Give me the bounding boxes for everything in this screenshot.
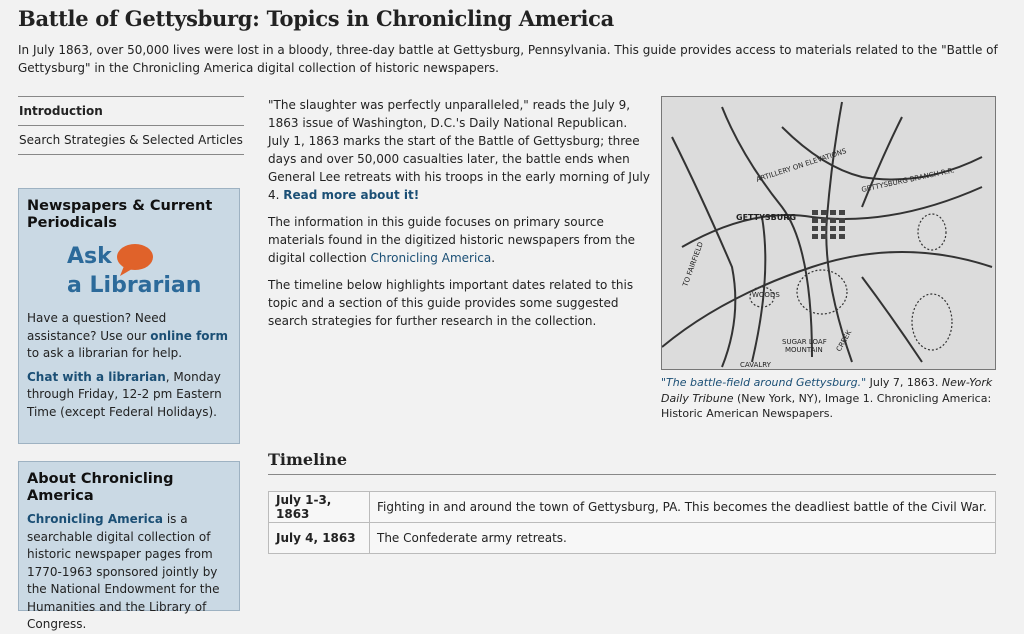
main-paragraph-2 bbox=[268, 213, 650, 267]
ask-text-post: to ask a librarian for help. bbox=[27, 346, 183, 360]
caption-paper: New-York Daily Tribune bbox=[661, 376, 993, 405]
map-label-sugar-loaf: SUGAR LOAF bbox=[782, 338, 827, 346]
map-label-fairfield: TO FAIRFIELD bbox=[681, 240, 705, 288]
figure-caption bbox=[661, 375, 996, 422]
nav-item-introduction[interactable]: Introduction bbox=[18, 97, 244, 126]
ask-librarian-box bbox=[18, 188, 240, 444]
chronicling-america-link[interactable]: Chronicling America bbox=[27, 512, 163, 526]
box-title-newspapers: Newspapers & Current Periodicals bbox=[27, 198, 213, 231]
main-p2-text: The information in this guide focuses on primary source materials found in the digitized historic newspapers from the digital collection bbox=[268, 215, 636, 265]
figure bbox=[661, 96, 996, 422]
box-title-about: About Chronicling America bbox=[27, 471, 174, 504]
map-label-creek: CREEK bbox=[834, 328, 854, 353]
timeline-date: July 1-3, 1863 bbox=[269, 492, 370, 523]
about-text bbox=[27, 511, 231, 634]
map-label-branch: GETTYSBURG BRANCH R.R. bbox=[860, 166, 956, 194]
about-description: is a searchable digital collection of historic newspaper pages from 1770-1963 sponsored jointly by the National Endowment for the Humanities and the Library of Congress. bbox=[27, 512, 220, 631]
read-more-link[interactable]: Read more about it! bbox=[283, 188, 420, 202]
main-p2-end: . bbox=[491, 251, 496, 265]
timeline-table bbox=[268, 491, 996, 554]
nav-item-search-strategies[interactable]: Search Strategies & Selected Articles bbox=[18, 126, 244, 155]
main-p1-text: "The slaughter was perfectly unparalleled," reads the July 9, 1863 issue of Washington, D.C.'s Daily National Republican. July 1, 1863 marks the start of the Battle of Gettysburg; three days and over 50,000 casualties later, the battle ends when General Lee retreats with his troops in the early morning of July 4. bbox=[268, 98, 650, 202]
ask-logo-line1: Ask bbox=[67, 244, 112, 269]
ask-librarian-text bbox=[27, 310, 231, 363]
chat-text bbox=[27, 369, 231, 422]
timeline-date: July 4, 1863 bbox=[269, 523, 370, 554]
table-row bbox=[269, 523, 996, 554]
side-navigation bbox=[18, 96, 244, 155]
main-content bbox=[268, 96, 650, 339]
chronicling-america-main-link[interactable]: Chronicling America bbox=[370, 251, 492, 265]
chat-hours-text: , Monday through Friday, 12-2 pm Eastern Time (except Federal Holidays). bbox=[27, 369, 222, 419]
map-drawing bbox=[662, 97, 995, 369]
ask-a-librarian-logo[interactable] bbox=[57, 244, 239, 304]
map-label-mountain: MOUNTAIN bbox=[785, 346, 823, 354]
caption-rest: (New York, NY), Image 1. Chronicling America: Historic American Newspapers. bbox=[661, 391, 992, 420]
map-label-gettysburg: GETTYSBURG bbox=[736, 213, 797, 222]
caption-link[interactable]: "The battle-field around Gettysburg." bbox=[661, 376, 867, 389]
timeline-heading: Timeline bbox=[268, 450, 996, 475]
page-title: Battle of Gettysburg: Topics in Chronicling America bbox=[18, 6, 614, 31]
table-row bbox=[269, 492, 996, 523]
map-label-artillery: ARTILLERY ON ELEVATIONS bbox=[755, 147, 848, 184]
online-form-link[interactable]: online form bbox=[150, 328, 228, 343]
ask-text-pre: Have a question? Need assistance? Use our bbox=[27, 311, 167, 343]
main-paragraph-1 bbox=[268, 96, 650, 204]
timeline-event: Fighting in and around the town of Gettysburg, PA. This becomes the deadliest battle of the Civil War. bbox=[370, 492, 996, 523]
map-label-cavalry: CAVALRY bbox=[740, 361, 771, 369]
main-paragraph-3: The timeline below highlights important dates related to this topic and a section of this guide provides some suggested search strategies for further research in the collection. bbox=[268, 278, 634, 328]
chat-librarian-link[interactable]: Chat with a librarian bbox=[27, 369, 166, 384]
intro-text: In July 1863, over 50,000 lives were lost in a bloody, three-day battle at Gettysburg, Pennsylvania. This guide provides access to materials related to the "Battle of Gettysburg" in the Chronicling America digital collection of historic newspapers. bbox=[18, 43, 998, 75]
map-label-woods: WOODS bbox=[752, 291, 780, 299]
caption-date: July 7, 1863. bbox=[866, 376, 942, 389]
battlefield-map-image[interactable] bbox=[661, 96, 996, 370]
about-chronicling-box bbox=[18, 461, 240, 631]
timeline-event: The Confederate army retreats. bbox=[370, 523, 996, 554]
ask-logo-line2: a Librarian bbox=[67, 273, 202, 298]
